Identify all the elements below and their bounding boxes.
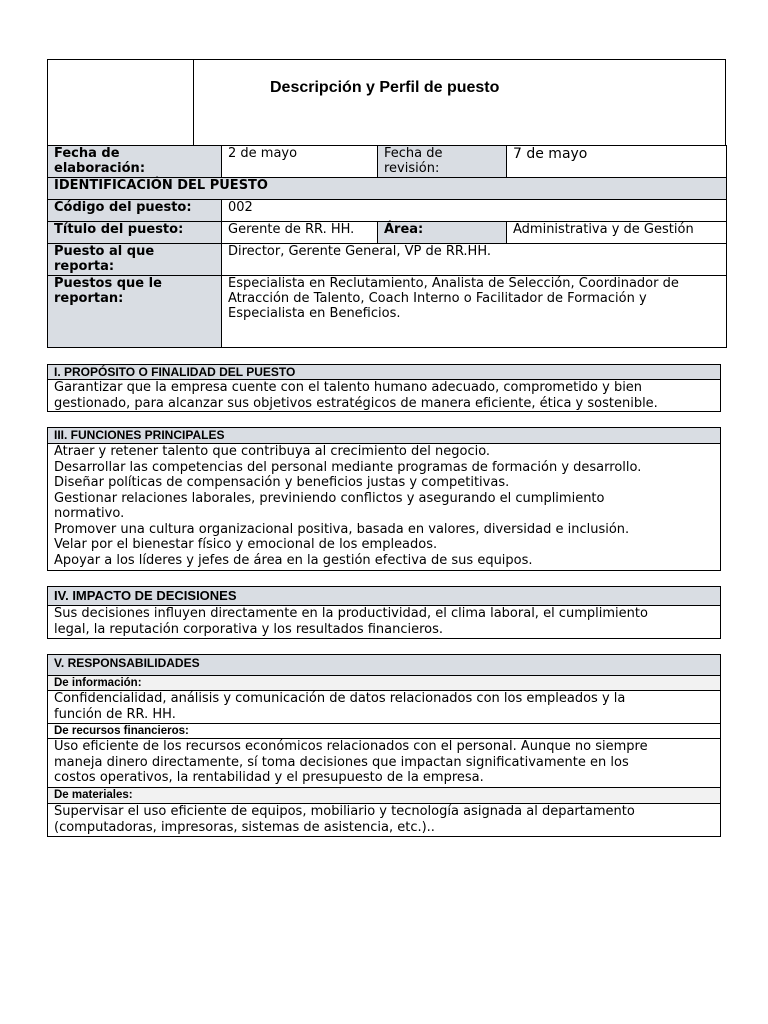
recursos-line: Uso eficiente de los recursos económicos relacionados con el personal. Aunque no siempre [54,739,648,754]
impacto-title: IV. IMPACTO DE DECISIONES [47,586,721,606]
area-label: Área: [378,222,507,244]
area-value: Administrativa y de Gestión [507,222,727,244]
funciones-line: Promover una cultura organizacional positiva, basada en valores, diversidad e inclusión. [54,521,630,537]
fecha-revision-value: 7 de mayo [507,146,727,178]
proposito-body [47,380,721,412]
document-header [47,59,726,145]
recursos-line: maneja dinero directamente, sí toma decisiones que impactan significativamente en los [54,754,629,770]
recursos-line: costos operativos, la rentabilidad y el presupuesto de la empresa. [54,770,484,785]
recursos-title: De recursos financieros: [47,724,721,739]
codigo-value: 002 [222,200,727,222]
funciones-line: Apoyar a los líderes y jefes de área en la gestión efectiva de sus equipos. [54,552,533,568]
funciones-line: Diseñar políticas de compensación y beneficios justas y competitivas. [54,475,510,490]
materiales-line: (computadoras, impresoras, sistemas de asistencia, etc.).. [54,819,435,835]
proposito-line: gestionado, para alcanzar sus objetivos estratégicos de manera eficiente, ética y sostenible. [54,395,658,411]
identification-table [47,145,727,348]
funciones-title: III. FUNCIONES PRINCIPALES [47,427,721,444]
titulo-label: Título del puesto: [48,222,222,244]
materiales-line: Supervisar el uso eficiente de equipos, mobiliario y tecnología asignada al departamento [54,804,635,819]
responsabilidades-title: V. RESPONSABILIDADES [47,654,721,676]
materiales-title: De materiales: [47,788,721,804]
titulo-value: Gerente de RR. HH. [222,222,378,244]
funciones-body [47,444,721,571]
reporta-value: Director, Gerente General, VP de RR.HH. [222,244,727,276]
responsabilidades-section [47,654,721,837]
recursos-body [47,739,721,788]
fecha-revision-label: Fecha de revisión: [378,146,507,178]
funciones-line: Desarrollar las competencias del personal mediante programas de formación y desarrollo. [54,459,642,475]
proposito-section [47,364,721,412]
header-divider [193,60,194,146]
informacion-title: De información: [47,676,721,691]
funciones-line: Velar por el bienestar físico y emocional de los empleados. [54,537,438,552]
le-reportan-value: Especialista en Reclutamiento, Analista de Selección, Coordinador de Atracción de Talento, Coach Interno o Facilitador de Formación y Especialista en Beneficios. [222,276,727,348]
impacto-section [47,586,721,639]
proposito-title: I. PROPÓSITO O FINALIDAD DEL PUESTO [47,364,721,380]
funciones-line: normativo. [54,506,125,521]
informacion-body [47,691,721,724]
funciones-line: Gestionar relaciones laborales, previniendo conflictos y asegurando el cumplimiento [54,490,605,506]
funciones-line: Atraer y retener talento que contribuya al crecimiento del negocio. [54,444,491,459]
impacto-line: Sus decisiones influyen directamente en la productividad, el clima laboral, el cumplimiento [54,606,648,621]
impacto-body [47,606,721,639]
informacion-line: Confidencialidad, análisis y comunicación de datos relacionados con los empleados y la [54,691,626,706]
identificacion-title: IDENTIFICACIÓN DEL PUESTO [48,178,727,200]
proposito-line: Garantizar que la empresa cuente con el talento humano adecuado, comprometido y bien [54,380,643,395]
impacto-line: legal, la reputación corporativa y los resultados financieros. [54,621,444,637]
funciones-section [47,427,721,571]
informacion-line: función de RR. HH. [54,706,176,722]
page-title: Descripción y Perfil de puesto [270,79,500,96]
fecha-elaboracion-label: Fecha de elaboración: [48,146,222,178]
materiales-body [47,804,721,837]
reporta-label: Puesto al que reporta: [48,244,222,276]
le-reportan-label: Puestos que le reportan: [48,276,222,348]
codigo-label: Código del puesto: [48,200,222,222]
fecha-elaboracion-value: 2 de mayo [222,146,378,178]
